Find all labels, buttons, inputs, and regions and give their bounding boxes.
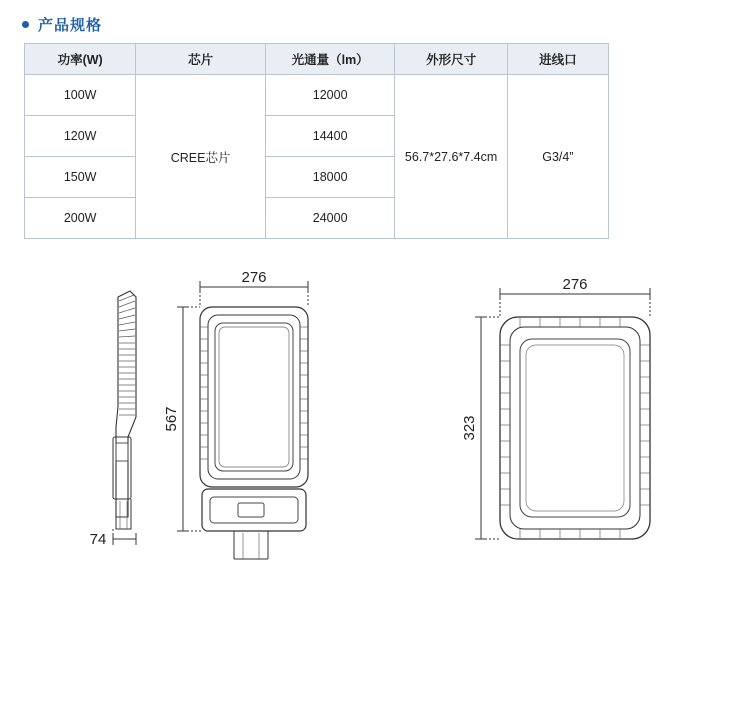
column-header-power: 功率(W) [25, 44, 136, 75]
top-view-drawing [475, 288, 650, 539]
side-view-depth-label: 74 [89, 531, 107, 548]
section-header [0, 0, 750, 43]
cell-power: 100W [25, 75, 136, 116]
top-view-width-label: 276 [562, 276, 588, 293]
side-view-drawing [113, 291, 136, 545]
cell-inlet: G3/4” [507, 75, 608, 239]
column-header-chip: 芯片 [136, 44, 266, 75]
table-row [25, 75, 609, 116]
spec-table [24, 43, 609, 239]
front-view-width-label: 276 [241, 269, 267, 286]
front-view-height-label: 567 [163, 406, 180, 432]
column-header-lumen: 光通量（lm） [265, 44, 395, 75]
bullet-dot-icon [22, 21, 29, 28]
technical-drawings [0, 267, 750, 687]
cell-lumen: 14400 [265, 116, 395, 157]
cell-power: 150W [25, 157, 136, 198]
table-header-row [25, 44, 609, 75]
front-view-drawing [177, 281, 308, 559]
cell-chip: CREE芯片 [136, 75, 266, 239]
top-view-height-label: 323 [461, 415, 478, 441]
spec-table-container [0, 43, 750, 239]
column-header-inlet: 进线口 [507, 44, 608, 75]
page-title: 产品规格 [38, 17, 103, 34]
cell-power: 120W [25, 116, 136, 157]
cell-lumen: 12000 [265, 75, 395, 116]
cell-dimension: 56.7*27.6*7.4cm [395, 75, 507, 239]
column-header-dimension: 外形尺寸 [395, 44, 507, 75]
cell-lumen: 24000 [265, 198, 395, 239]
cell-lumen: 18000 [265, 157, 395, 198]
drawing-svg [0, 267, 750, 687]
cell-power: 200W [25, 198, 136, 239]
